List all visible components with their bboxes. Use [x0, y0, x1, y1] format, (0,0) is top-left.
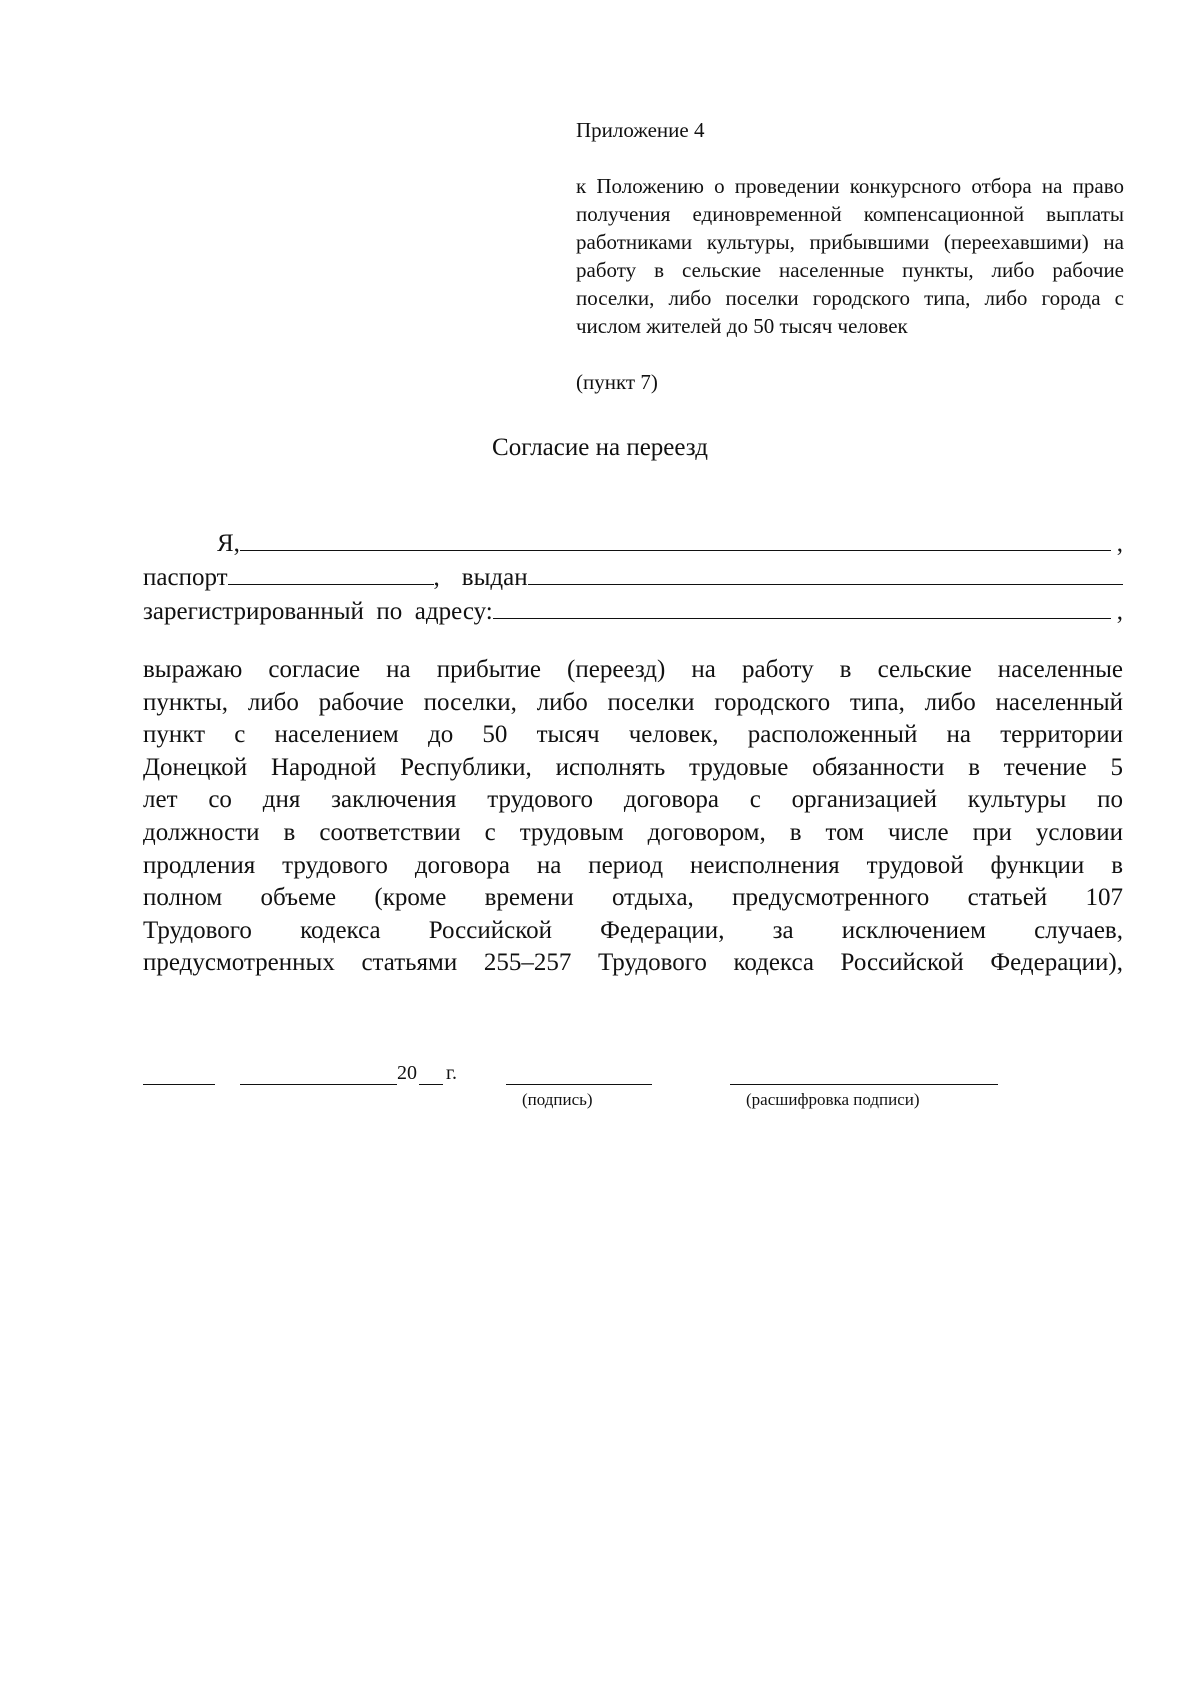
year-suffix: г. — [446, 1062, 457, 1084]
signature-decoding-caption: (расшифровка подписи) — [746, 1090, 920, 1109]
consent-line: выражаю согласие на прибытие (переезд) на работу в сельские населенные — [143, 656, 1123, 683]
document-title: Согласие на переезд — [492, 434, 708, 461]
address-row — [143, 594, 1123, 626]
consent-line: Донецкой Народной Республики, исполнять трудовые обязанности в течение 5 — [143, 753, 1123, 781]
signature-decoding-field[interactable] — [730, 1084, 998, 1085]
consent-line: продления трудового договора на период неисполнения трудовой функции в — [143, 851, 1123, 879]
passport-field[interactable] — [228, 560, 434, 585]
issued-by-field[interactable] — [528, 560, 1123, 585]
consent-line: должности в соответствии с трудовым договором, в том числе при условии — [143, 818, 1123, 846]
consent-line: пункты, либо рабочие поселки, либо поселки городского типа, либо населенный — [143, 688, 1123, 716]
consent-line: пункт с населением до 50 тысяч человек, расположенный на территории — [143, 721, 1123, 749]
appendix-point: (пункт 7) — [576, 370, 658, 394]
day-field[interactable] — [143, 1084, 215, 1085]
name-row — [143, 526, 1123, 558]
signature-caption: (подпись) — [522, 1090, 593, 1109]
issued-label: выдан — [461, 564, 528, 591]
appendix-number: Приложение 4 — [576, 118, 705, 142]
registered-label: зарегистрированный по адресу: — [143, 598, 493, 625]
consent-line: полном объеме (кроме времени отдыха, предусмотренного статьей 107 — [143, 884, 1123, 912]
consent-line: лет со дня заключения трудового договора с организацией культуры по — [143, 786, 1123, 814]
passport-row — [143, 560, 1123, 592]
address-field[interactable] — [493, 594, 1111, 619]
appendix-reference: к Положению о проведении конкурсного отбора на право получения единовременной компенсационной выплаты работниками культуры, прибывшими (переехавшими) на работу в сельские населенные пункты, либо рабочие поселки, либо поселки городского типа, либо города с числом жителей до 50 тысяч человек — [576, 174, 1124, 338]
issued-separator: , — [433, 564, 440, 591]
name-comma: , — [1116, 530, 1123, 557]
consent-text — [143, 654, 1123, 980]
i-label: Я, — [217, 530, 240, 557]
full-name-field[interactable] — [240, 526, 1111, 551]
month-field[interactable] — [240, 1084, 397, 1085]
address-comma: , — [1116, 598, 1123, 625]
signature-field[interactable] — [506, 1084, 652, 1085]
passport-label: паспорт — [143, 564, 228, 591]
consent-line: Трудового кодекса Российской Федерации, за исключением случаев, — [143, 916, 1123, 944]
year-prefix: 20 — [397, 1062, 417, 1084]
consent-line: предусмотренных статьями 255–257 Трудового кодекса Российской Федерации), — [143, 949, 1123, 977]
year-field[interactable] — [419, 1084, 443, 1085]
